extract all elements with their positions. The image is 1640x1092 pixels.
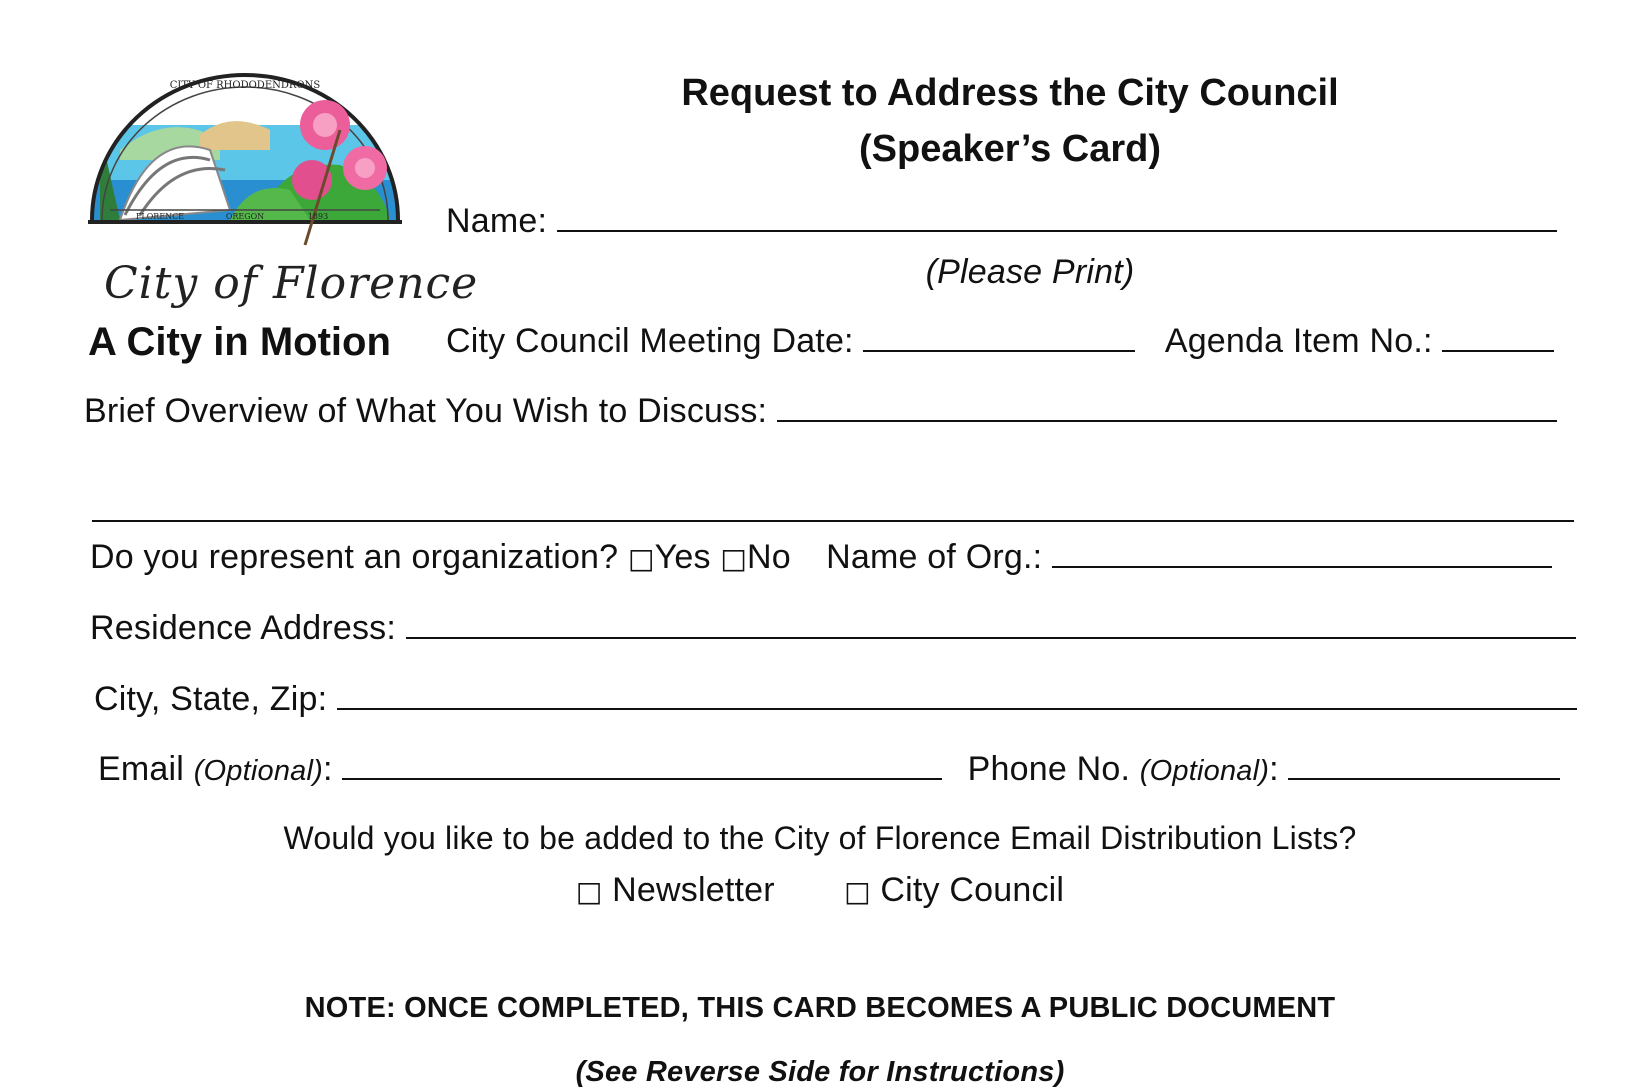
- overview-field-line2[interactable]: [92, 490, 1574, 522]
- overview-label: Brief Overview of What You Wish to Discuss:: [84, 392, 768, 430]
- form-subtitle: (Speaker’s Card): [858, 128, 1161, 170]
- distribution-options: [0, 870, 1640, 912]
- overview-field[interactable]: [777, 390, 1557, 422]
- seal-bottom-right: 1893: [307, 212, 329, 221]
- phone-colon: :: [1269, 750, 1279, 788]
- email-field[interactable]: [342, 748, 942, 780]
- no-label: No: [746, 538, 791, 576]
- name-hint: (Please Print): [925, 253, 1135, 291]
- public-document-note: NOTE: ONCE COMPLETED, THIS CARD BECOMES A PUBLIC DOCUMENT: [304, 992, 1336, 1024]
- city-state-zip-row: [94, 678, 1577, 719]
- no-checkbox[interactable]: □: [720, 542, 747, 575]
- org-name-label: Name of Org.:: [826, 538, 1043, 576]
- seal-bottom-left: FLORENCE: [135, 212, 185, 221]
- yes-label: Yes: [654, 538, 711, 576]
- name-field[interactable]: [557, 200, 1557, 232]
- logo-script-text: City of Florence: [104, 258, 479, 309]
- phone-label: Phone No.: [967, 750, 1131, 788]
- meeting-date-label: City Council Meeting Date:: [446, 322, 854, 360]
- phone-optional: (Optional): [1139, 755, 1270, 787]
- city-council-label: City Council: [880, 871, 1065, 909]
- agenda-item-field[interactable]: [1442, 320, 1554, 352]
- form-title: Request to Address the City Council: [681, 72, 1339, 114]
- name-row: [446, 200, 1557, 241]
- reverse-side-footer: (See Reverse Side for Instructions): [575, 1056, 1065, 1088]
- logo-tagline: A City in Motion: [88, 320, 391, 364]
- contact-row: [98, 748, 1560, 791]
- phone-field[interactable]: [1288, 748, 1560, 780]
- agenda-item-label: Agenda Item No.:: [1164, 322, 1433, 360]
- newsletter-label: Newsletter: [612, 871, 775, 909]
- email-colon: :: [323, 750, 333, 788]
- yes-checkbox[interactable]: □: [627, 542, 655, 575]
- email-optional: (Optional): [193, 755, 324, 787]
- city-seal-logo: [80, 70, 410, 250]
- meeting-date-field[interactable]: [863, 320, 1135, 352]
- city-council-checkbox[interactable]: □: [844, 875, 871, 908]
- name-label: Name:: [446, 202, 548, 240]
- residence-field[interactable]: [406, 607, 1576, 639]
- meeting-row: [446, 320, 1554, 361]
- newsletter-checkbox[interactable]: □: [575, 875, 603, 908]
- residence-label: Residence Address:: [90, 609, 396, 647]
- email-label: Email: [98, 750, 185, 788]
- city-state-zip-field[interactable]: [337, 678, 1577, 710]
- city-state-zip-label: City, State, Zip:: [94, 680, 328, 718]
- residence-row: [90, 607, 1576, 648]
- distribution-question: Would you like to be added to the City of Florence Email Distribution Lists?: [283, 820, 1357, 856]
- seal-arc-text: CITY OF RHODODENDRONS: [169, 80, 321, 91]
- seal-bottom-mid: OREGON: [225, 212, 265, 221]
- overview-row: [84, 390, 1557, 431]
- organization-question: Do you represent an organization?: [90, 538, 619, 576]
- organization-row: [90, 536, 1552, 579]
- org-name-field[interactable]: [1052, 536, 1552, 568]
